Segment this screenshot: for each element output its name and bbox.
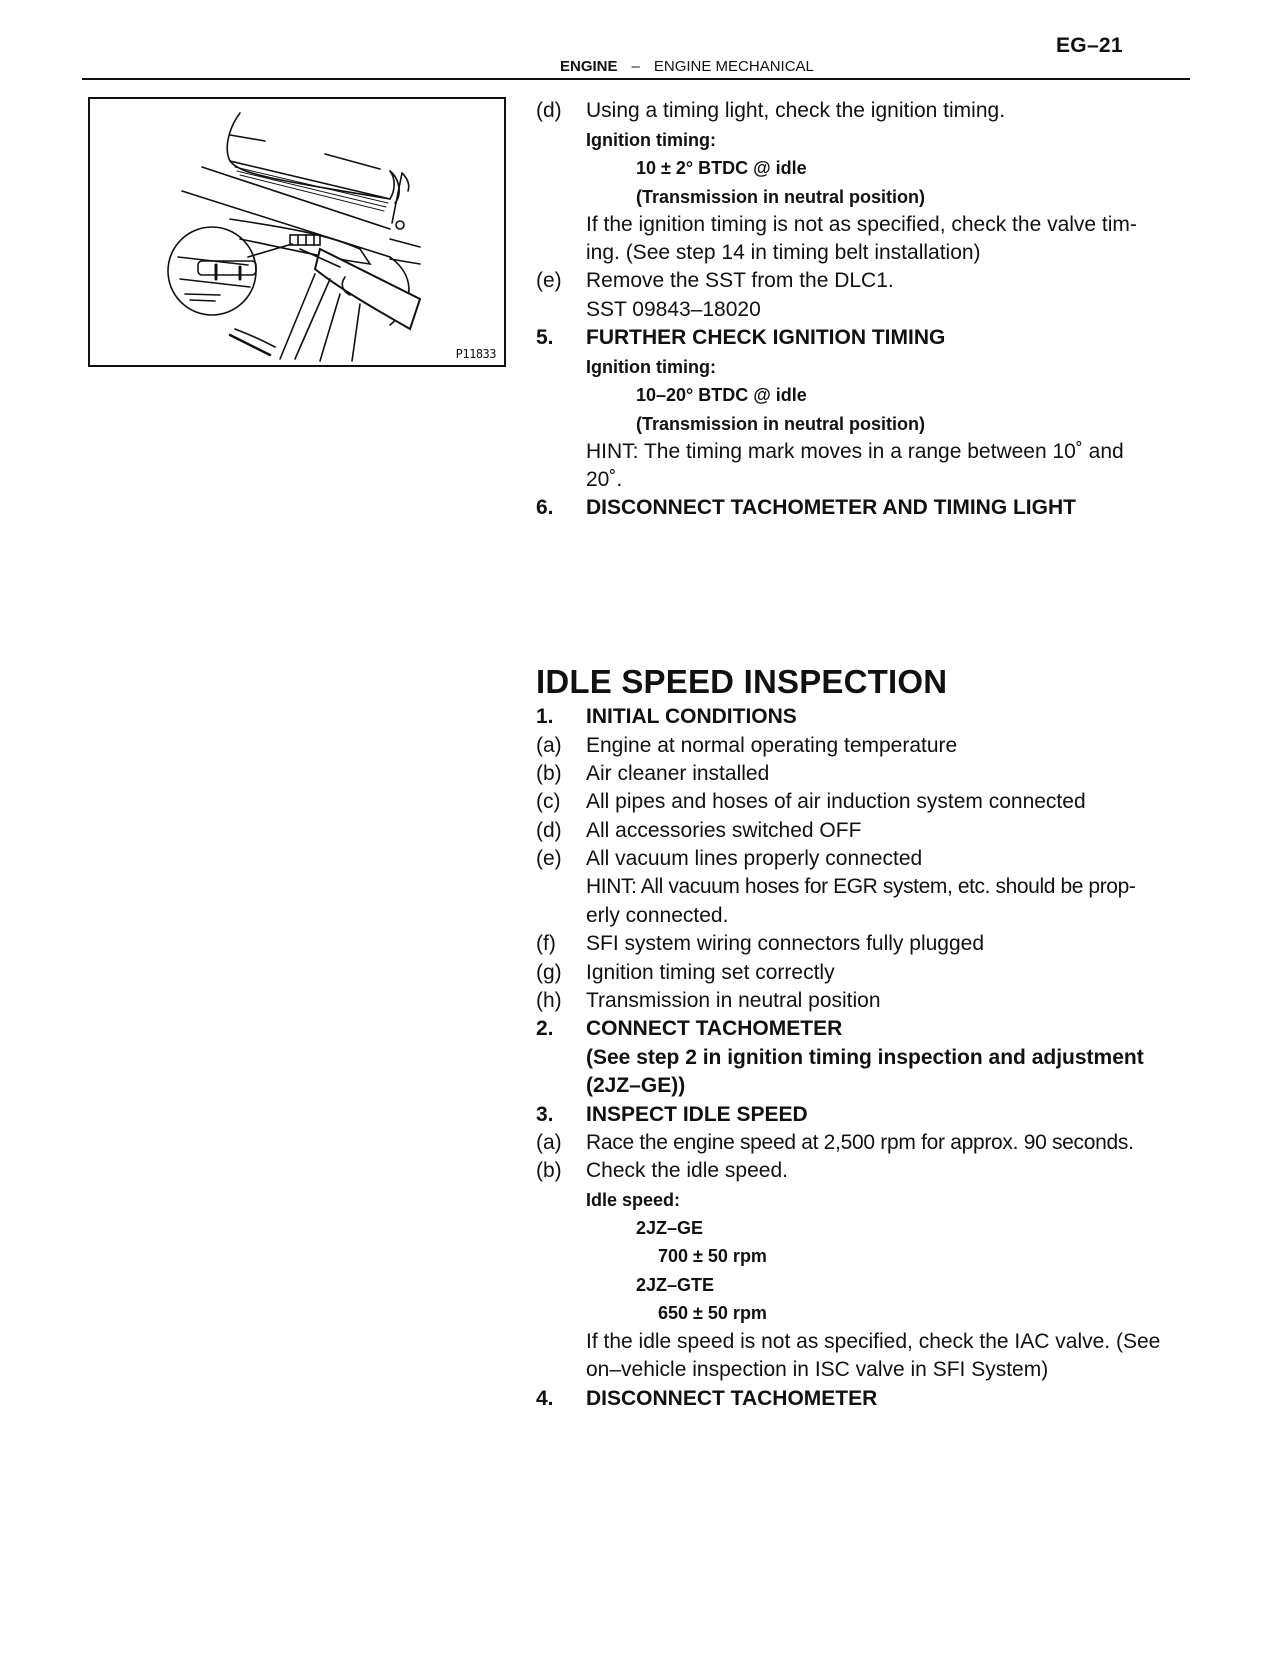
step-number: 6. (536, 496, 554, 519)
step-title: INSPECT IDLE SPEED (586, 1103, 808, 1126)
condition-text: Air cleaner installed (586, 762, 770, 785)
note-text: ing. (See step 14 in timing belt installation) (586, 241, 981, 264)
spec-title: Idle speed: (586, 1190, 681, 1210)
spec-title: Ignition timing: (586, 357, 716, 377)
condition-text: Transmission in neutral position (586, 989, 881, 1012)
spec-value: 10–20° BTDC @ idle (636, 385, 807, 405)
step-number: 1. (536, 705, 554, 728)
engine-model: 2JZ–GTE (636, 1275, 715, 1295)
hint-text: erly connected. (586, 904, 729, 927)
figure-code: P11833 (455, 347, 496, 361)
reference-text: (2JZ–GE)) (586, 1074, 686, 1097)
condition-text: SFI system wiring connectors fully plugged (586, 932, 985, 955)
step-number: 4. (536, 1387, 554, 1410)
header-separator: – (631, 58, 640, 75)
spec-condition: (Transmission in neutral position) (636, 414, 926, 434)
subsection-title: ENGINE MECHANICAL (653, 58, 814, 75)
condition-text: All pipes and hoses of air induction system connected (586, 790, 1086, 813)
reference-text: (See step 2 in ignition timing inspection and adjustment (586, 1046, 1144, 1069)
condition-label: (d) (536, 819, 562, 842)
step-number: 5. (536, 326, 554, 349)
substep-label: (b) (536, 1159, 562, 1182)
hint-text: HINT: All vacuum hoses for EGR system, etc. should be prop- (586, 875, 1136, 898)
condition-label: (h) (536, 989, 562, 1012)
condition-text: All accessories switched OFF (586, 819, 862, 842)
step-title: INITIAL CONDITIONS (586, 705, 797, 728)
step-title: FURTHER CHECK IGNITION TIMING (586, 326, 946, 349)
page-number: EG–21 (1056, 34, 1123, 57)
substep-text: Check the idle speed. (586, 1159, 788, 1182)
spec-value: 10 ± 2° BTDC @ idle (636, 158, 807, 178)
step-text: Remove the SST from the DLC1. (586, 269, 894, 292)
hint-text: HINT: The timing mark moves in a range between 10˚ and (586, 440, 1124, 463)
idle-speed-value: 650 ± 50 rpm (658, 1303, 767, 1323)
step-label: (e) (536, 269, 562, 292)
step-title: DISCONNECT TACHOMETER (586, 1387, 878, 1410)
step-number: 3. (536, 1103, 554, 1126)
idle-speed-value: 700 ± 50 rpm (658, 1246, 767, 1266)
substep-text: Race the engine speed at 2,500 rpm for approx. 90 seconds. (586, 1131, 1134, 1154)
spec-condition: (Transmission in neutral position) (636, 187, 926, 207)
timing-light-illustration (88, 97, 506, 367)
condition-text: All vacuum lines properly connected (586, 847, 923, 870)
condition-text: Ignition timing set correctly (586, 961, 835, 984)
timing-light-drawing (90, 99, 504, 365)
section-heading: IDLE SPEED INSPECTION (536, 663, 948, 700)
condition-label: (f) (536, 932, 556, 955)
step-text: Using a timing light, check the ignition timing. (586, 99, 1006, 122)
running-header (560, 58, 814, 75)
engine-model: 2JZ–GE (636, 1218, 704, 1238)
spec-title: Ignition timing: (586, 130, 716, 150)
step-label: (d) (536, 99, 562, 122)
condition-label: (c) (536, 790, 561, 813)
condition-label: (g) (536, 961, 562, 984)
condition-label: (e) (536, 847, 562, 870)
condition-text: Engine at normal operating temperature (586, 734, 958, 757)
note-text: on–vehicle inspection in ISC valve in SFI System) (586, 1358, 1049, 1381)
step-title: CONNECT TACHOMETER (586, 1017, 843, 1040)
step-title: DISCONNECT TACHOMETER AND TIMING LIGHT (586, 496, 1076, 519)
section-title: ENGINE (560, 58, 618, 75)
header-rule (82, 78, 1190, 80)
step-number: 2. (536, 1017, 554, 1040)
hint-text: 20˚. (586, 468, 623, 491)
substep-label: (a) (536, 1131, 562, 1154)
note-text: If the ignition timing is not as specified, check the valve tim- (586, 213, 1137, 236)
condition-label: (a) (536, 734, 562, 757)
sst-number: SST 09843–18020 (586, 298, 761, 321)
condition-label: (b) (536, 762, 562, 785)
note-text: If the idle speed is not as specified, check the IAC valve. (See (586, 1330, 1161, 1353)
